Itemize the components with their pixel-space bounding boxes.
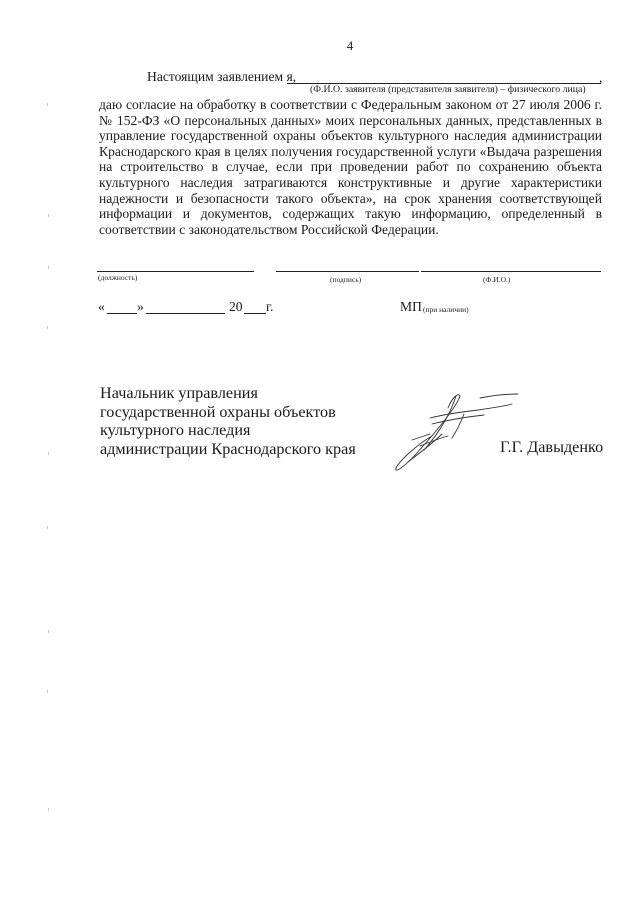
stamp-note: (при наличии) <box>423 305 469 314</box>
scan-mark <box>47 326 48 329</box>
scan-mark <box>47 526 48 529</box>
date-year-suffix: г. <box>266 299 274 314</box>
intro-text: Настоящим заявлением я, <box>147 69 297 84</box>
handwritten-signature <box>360 388 535 478</box>
signature-caption: (подпись) <box>330 275 362 284</box>
name-caption: (Ф.И.О.) <box>483 275 511 284</box>
page-number: 4 <box>346 38 354 53</box>
date-day-line <box>107 313 137 314</box>
signer-title-line: администрации Краснодарского края <box>100 439 356 458</box>
scan-mark <box>48 452 49 455</box>
position-line <box>97 271 254 272</box>
date-open-quote: « <box>98 299 105 314</box>
signer-title-line: культурного наследия <box>100 421 251 440</box>
intro-comma: , <box>599 70 603 85</box>
scan-mark <box>48 808 49 811</box>
position-caption: (должность) <box>98 273 138 282</box>
signer-name: Г.Г. Давыденко <box>500 438 604 456</box>
scan-mark <box>48 214 49 217</box>
scan-mark <box>48 266 49 269</box>
date-year-prefix: 20 <box>229 299 243 314</box>
date-month-line <box>146 313 225 314</box>
applicant-name-caption: (Ф.И.О. заявителя (представителя заявителя) – физического лица) <box>310 84 586 95</box>
date-year-line <box>244 313 266 314</box>
signer-title-line: Начальник управления <box>100 384 258 402</box>
scan-mark <box>47 690 48 693</box>
signer-title-line: государственной охраны объектов <box>100 402 336 421</box>
scan-mark <box>48 630 49 633</box>
signature-line <box>276 271 419 272</box>
signer-title <box>100 384 356 458</box>
scan-mark <box>47 103 48 106</box>
name-line <box>421 271 601 272</box>
stamp-label: МП <box>400 299 422 314</box>
consent-paragraph: даю согласие на обработку в соответствии с Федеральным законом от 27 июля 2006 г. № 152-ФЗ «О персональных данных» моих персональных данных, представленных в управление государственной охраны объектов культурного наследия администрации Краснодарского края в целях получения государственной услуги «Выдача разрешения на строительство в случае, если при проведении работ по сохранению объекта культурного наследия затрагиваются конструктивные и другие характеристики надежности и безопасности такого объекта», на срок хранения соответствующей информации и документов, содержащих такую информацию, определенный в соответствии с законодательством Российской Федерации. <box>99 97 602 237</box>
date-close-quote: » <box>137 299 144 314</box>
